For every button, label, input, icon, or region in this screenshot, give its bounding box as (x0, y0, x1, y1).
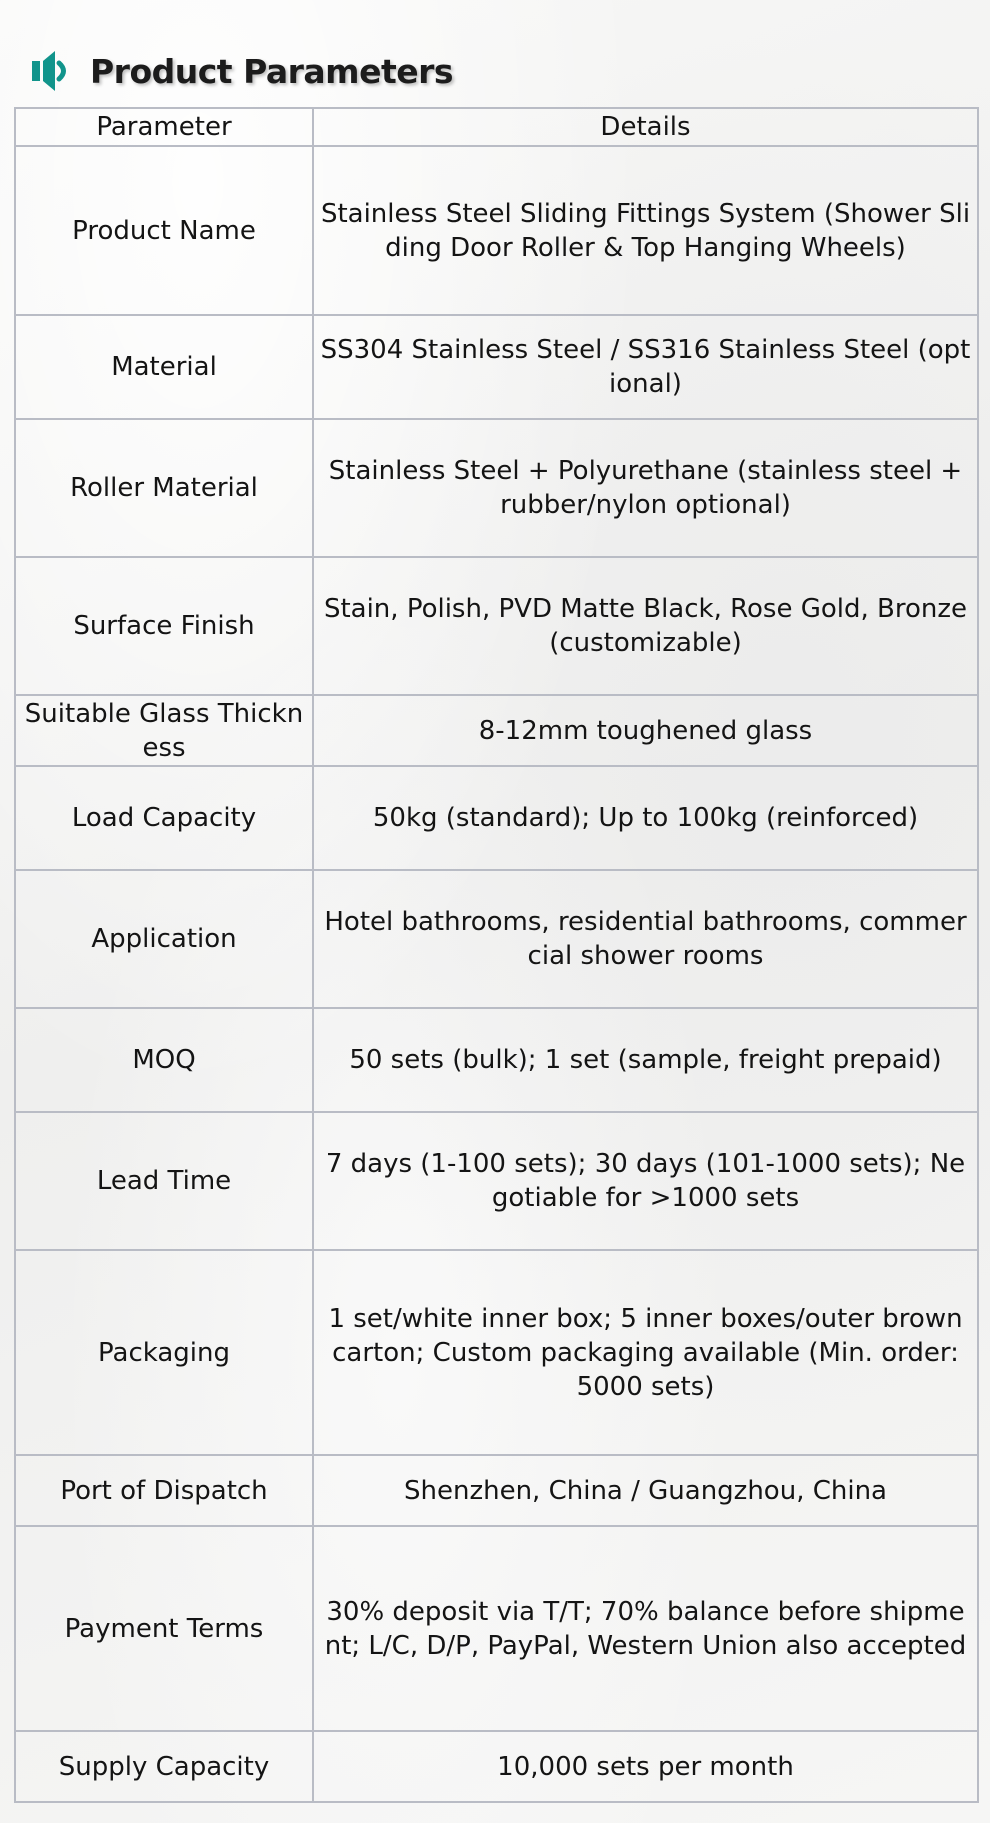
details-cell: Shenzhen, China / Guangzhou, China (313, 1455, 978, 1526)
table-row (15, 419, 978, 557)
details-cell: 50 sets (bulk); 1 set (sample, freight prepaid) (313, 1008, 978, 1112)
table-row (15, 870, 978, 1008)
details-cell: 30% deposit via T/T; 70% balance before shipment; L/C, D/P, PayPal, Western Union also accepted (313, 1526, 978, 1731)
details-cell: Stainless Steel + Polyurethane (stainless steel + rubber/nylon optional) (313, 419, 978, 557)
table-row (15, 1526, 978, 1731)
parameter-cell: Payment Terms (15, 1526, 313, 1731)
table-row (15, 557, 978, 695)
details-cell: Stainless Steel Sliding Fittings System (Shower Sliding Door Roller & Top Hanging Wheels) (313, 146, 978, 315)
table-row (15, 766, 978, 870)
table-row (15, 695, 978, 766)
table-row (15, 315, 978, 419)
parameter-cell: Port of Dispatch (15, 1455, 313, 1526)
parameters-table (14, 107, 979, 1803)
table-row (15, 1250, 978, 1455)
details-cell: Stain, Polish, PVD Matte Black, Rose Gold, Bronze (customizable) (313, 557, 978, 695)
details-cell: 8-12mm toughened glass (313, 695, 978, 766)
column-header-parameter: Parameter (15, 108, 313, 146)
speaker-icon (32, 49, 72, 93)
details-cell: Hotel bathrooms, residential bathrooms, commercial shower rooms (313, 870, 978, 1008)
details-cell: 1 set/white inner box; 5 inner boxes/outer brown carton; Custom packaging available (Min. order: 5000 sets) (313, 1250, 978, 1455)
details-cell: SS304 Stainless Steel / SS316 Stainless Steel (optional) (313, 315, 978, 419)
table-row (15, 1112, 978, 1250)
section-header (32, 48, 453, 94)
parameter-cell: Load Capacity (15, 766, 313, 870)
table-header-row (15, 108, 978, 146)
parameter-cell: MOQ (15, 1008, 313, 1112)
parameter-cell: Material (15, 315, 313, 419)
parameter-cell: Supply Capacity (15, 1731, 313, 1802)
parameter-cell: Product Name (15, 146, 313, 315)
parameter-cell: Suitable Glass Thickness (15, 695, 313, 766)
table-row (15, 1008, 978, 1112)
details-cell: 50kg (standard); Up to 100kg (reinforced) (313, 766, 978, 870)
parameter-cell: Packaging (15, 1250, 313, 1455)
table-row (15, 1731, 978, 1802)
parameter-cell: Surface Finish (15, 557, 313, 695)
details-cell: 10,000 sets per month (313, 1731, 978, 1802)
table-row (15, 1455, 978, 1526)
details-cell: 7 days (1-100 sets); 30 days (101-1000 sets); Negotiable for >1000 sets (313, 1112, 978, 1250)
page-title: Product Parameters (90, 51, 454, 91)
parameter-cell: Roller Material (15, 419, 313, 557)
parameter-cell: Application (15, 870, 313, 1008)
parameter-cell: Lead Time (15, 1112, 313, 1250)
table-row (15, 146, 978, 315)
column-header-details: Details (313, 108, 978, 146)
